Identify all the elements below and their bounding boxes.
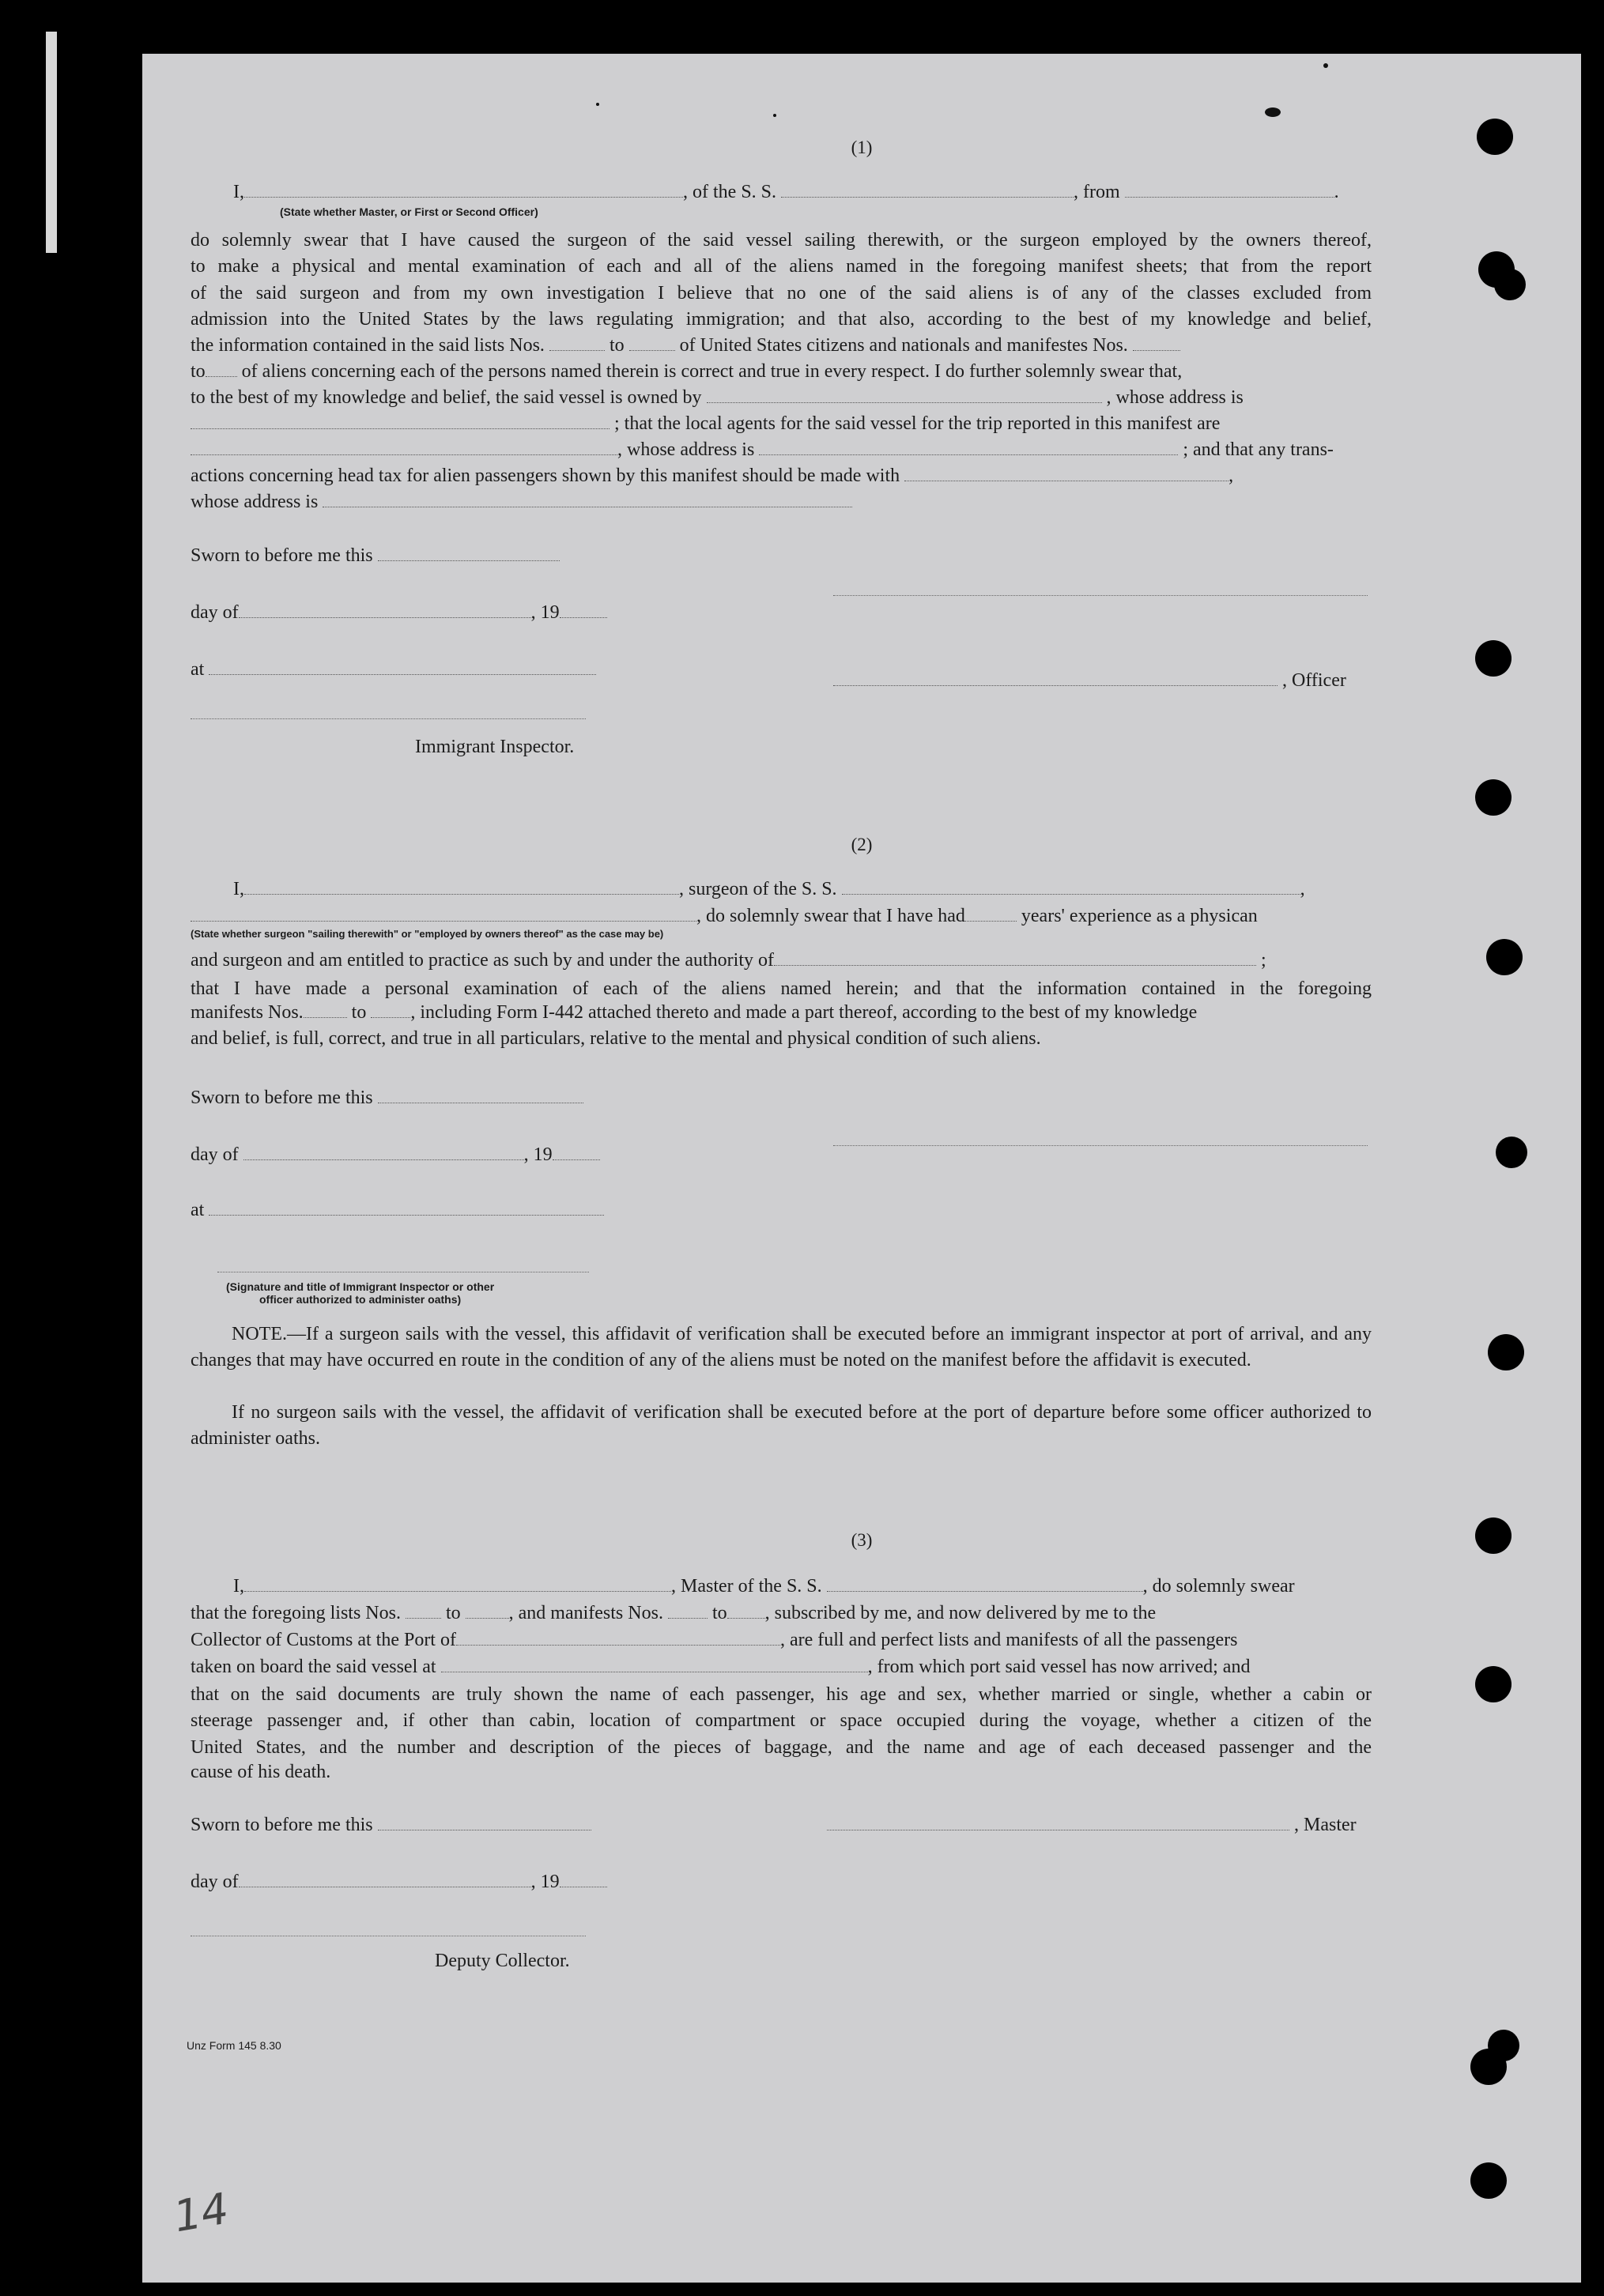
speck	[1265, 107, 1281, 117]
punch-hole	[1470, 2049, 1507, 2085]
section-3-last-line: cause of his death.	[191, 1762, 331, 1782]
section-1-line-9: , whose address is ; and that any trans-	[191, 439, 1334, 461]
section-2-line-2: , do solemnly swear that I have had years' experience as a physican	[191, 906, 1258, 927]
form-number: Unz Form 145 8.30	[187, 2039, 281, 2052]
section-3-line-1: I, , Master of the S. S. , do solemnly swear	[233, 1576, 1295, 1597]
punch-hole	[1496, 1137, 1527, 1168]
collector-sig-line	[191, 1935, 586, 1936]
section-2-line-5: manifests Nos. to , including Form I-442 attached thereto and made a part thereof, according to the best of my knowledge	[191, 1002, 1198, 1023]
section-3-line-2: that the foregoing lists Nos. to , and manifests Nos. to , subscribed by me, and now delivered by me to the	[191, 1603, 1157, 1623]
section-1-line-5: the information contained in the said lists Nos. to of United States citizens and nationals and manifestes Nos.	[191, 335, 1180, 356]
section-2-line-1: I, , surgeon of the S. S. ,	[233, 879, 1305, 899]
note-paragraph-2: If no surgeon sails with the vessel, the affidavit of verification shall be executed before at the port of departure before some officer authorized to administer oaths.	[191, 1402, 1372, 1449]
section-3-sworn: Sworn to before me this	[191, 1815, 591, 1836]
section-2-line-4: that I have made a personal examination of each of the aliens named herein; and that the information contained in the foregoing	[191, 978, 1372, 999]
officer-line: , Officer	[833, 670, 1346, 692]
surgeon-note: (State whether surgeon "sailing therewith" or "employed by owners thereof" as the case may be)	[191, 928, 664, 940]
section-1-number: (1)	[851, 138, 873, 157]
section-1-line-8: ; that the local agents for the said vessel for the trip reported in this manifest are	[191, 413, 1220, 435]
section-2-number: (2)	[851, 835, 873, 854]
speck	[773, 114, 776, 117]
section-1-sworn: Sworn to before me this	[191, 545, 560, 567]
sig-note-1: (Signature and title of Immigrant Inspector or other	[226, 1280, 495, 1293]
section-1-line-11: whose address is	[191, 492, 852, 513]
master-line: , Master	[827, 1815, 1357, 1836]
section-2-day-of: day of , 19	[191, 1144, 600, 1166]
surgeon-signature-line	[833, 1144, 1368, 1146]
section-1-day-of: day of , 19	[191, 602, 607, 624]
punch-hole	[1475, 1666, 1512, 1702]
inspector-sig-line	[191, 718, 586, 719]
sig-note-2: officer authorized to administer oaths)	[259, 1293, 462, 1306]
section-3-line-3: Collector of Customs at the Port of , are full and perfect lists and manifests of all the passengers	[191, 1630, 1238, 1650]
section-3-line-4: taken on board the said vessel at , from which port said vessel has now arrived; and	[191, 1657, 1251, 1677]
document-page	[142, 54, 1581, 2283]
scan-edge	[46, 32, 57, 253]
section-3-number: (3)	[851, 1530, 873, 1550]
punch-hole	[1488, 1334, 1524, 1370]
section-2-line-3: and surgeon and am entitled to practice as such by and under the authority of ;	[191, 950, 1266, 971]
section-2-sworn: Sworn to before me this	[191, 1088, 583, 1109]
pencil-page-number: 14	[170, 2183, 232, 2242]
section-1-line-1: I, , of the S. S. , from .	[233, 182, 1339, 202]
punch-hole	[1475, 779, 1512, 816]
section-3-day-of: day of , 19	[191, 1872, 607, 1893]
inspector-sig-line-2	[217, 1271, 589, 1272]
section-3-body: that on the said documents are truly shown the name of each passenger, his age and sex, whether married or single, whether a cabin or steerage passenger and, if other than cabin, location of compartment or space occupied during the voyage, whether a citizen of the United States, and the number and description of the pieces of baggage, and the name and age of each deceased passenger and the	[191, 1684, 1372, 1758]
officer-note: (State whether Master, or First or Second Officer)	[280, 205, 538, 218]
punch-hole	[1470, 2162, 1507, 2199]
section-1-line-10: actions concerning head tax for alien passengers shown by this manifest should be made with ,	[191, 466, 1234, 486]
section-1-line-6: to of aliens concerning each of the persons named therein is correct and true in every respect. I do further solemnly swear that,	[191, 361, 1183, 382]
punch-hole	[1486, 939, 1523, 975]
punch-hole	[1494, 269, 1526, 300]
speck	[596, 103, 599, 106]
section-1-line-7: to the best of my knowledge and belief, the said vessel is owned by , whose address is	[191, 387, 1244, 408]
note-paragraph-1: NOTE.—If a surgeon sails with the vessel, this affidavit of verification shall be executed before an immigrant inspector at port of arrival, and any changes that may have occurred en route in the condition of any of the aliens must be noted on the manifest before the affidavit is executed.	[191, 1324, 1372, 1370]
section-2-at: at	[191, 1200, 604, 1221]
deputy-collector-label: Deputy Collector.	[435, 1951, 570, 1971]
punch-hole	[1475, 640, 1512, 677]
speck	[1323, 63, 1328, 68]
section-2-line-6: and belief, is full, correct, and true in all particulars, relative to the mental and physical condition of such aliens.	[191, 1028, 1041, 1049]
section-1-at: at	[191, 659, 596, 681]
signature-line	[833, 594, 1368, 596]
immigrant-inspector-label: Immigrant Inspector.	[415, 737, 575, 757]
section-1-body: do solemnly swear that I have caused the surgeon of the said vessel sailing therewith, or the surgeon employed by the owners thereof, to make a physical and mental examination of each and all of the aliens named in the foregoing manifest sheets; that from the report of the said surgeon and from my own investigation I believe that no one of the said aliens is of any of the classes excluded from admission into the United States by the laws regulating immigration; and that also, according to the best of my knowledge and belief,	[191, 230, 1372, 330]
